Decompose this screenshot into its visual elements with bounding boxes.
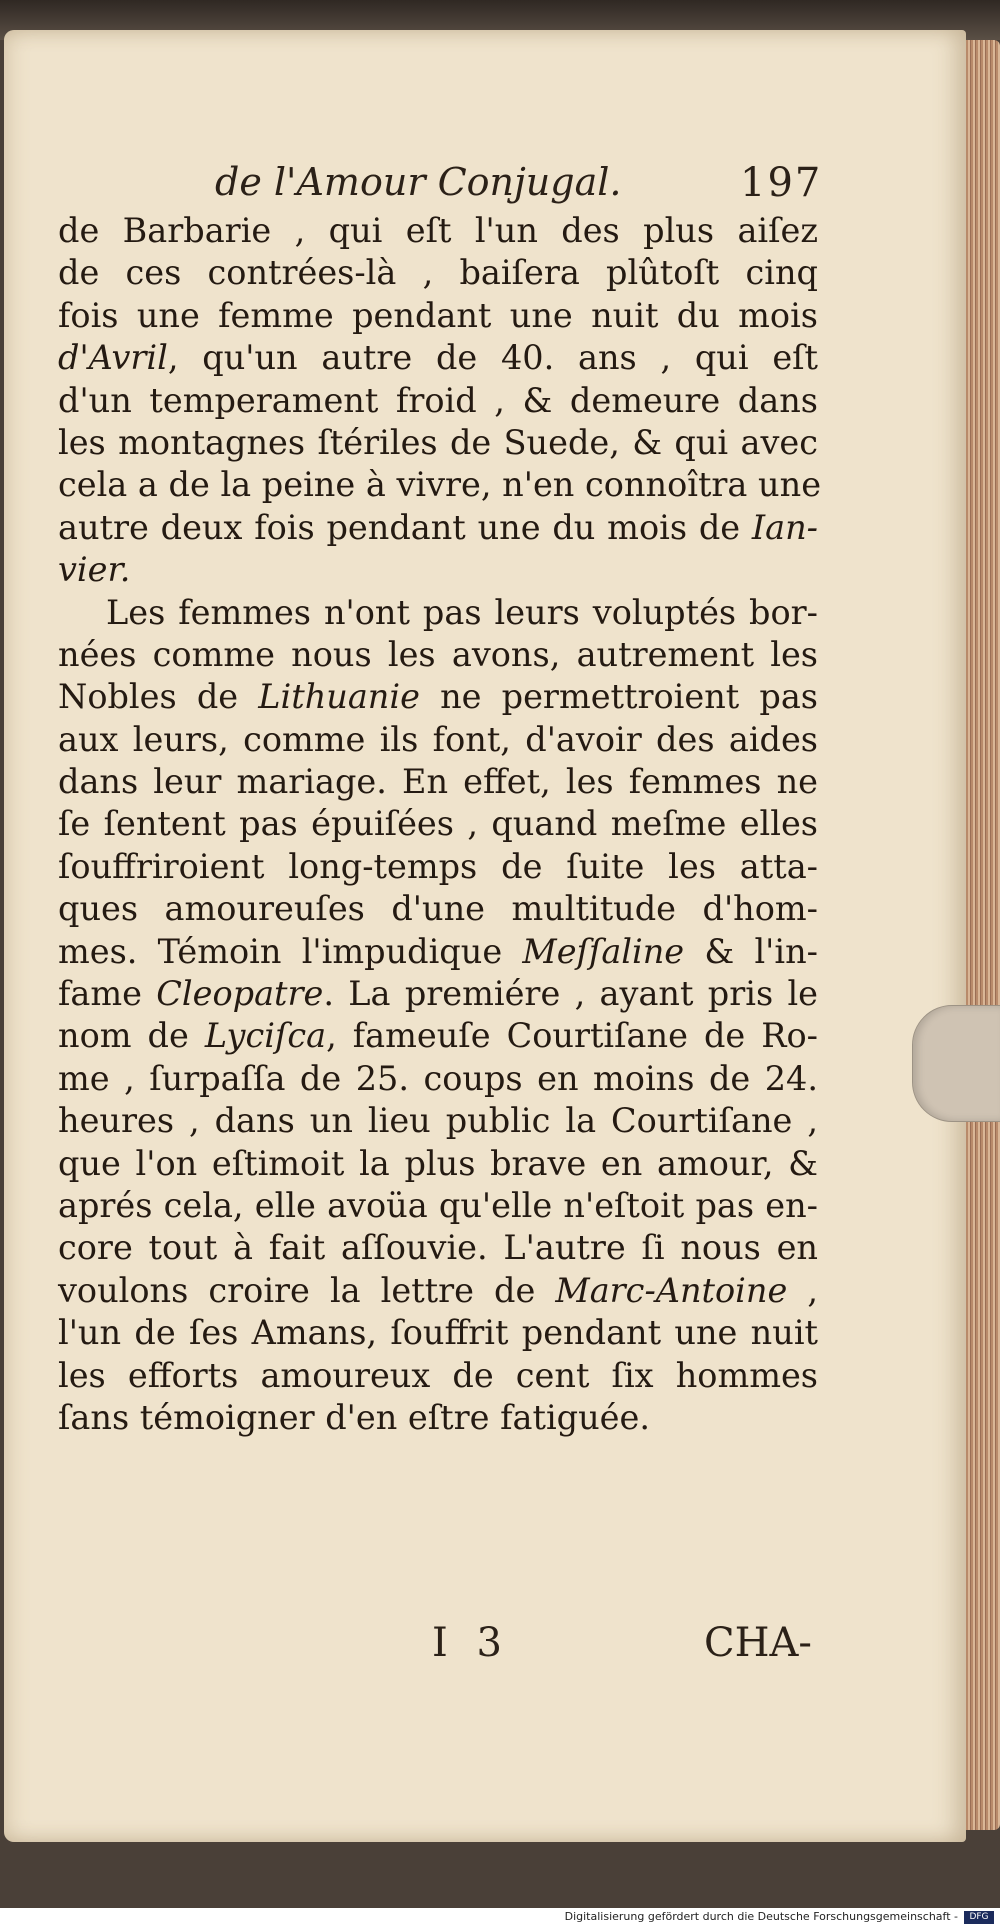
text-line [58, 592, 818, 634]
text-line [58, 719, 818, 761]
page-footer [0, 1620, 960, 1670]
running-head: de l'Amour Conjugal. [215, 160, 622, 204]
text-run: , qu'un autre de 40. ans , qui eſt [167, 338, 818, 378]
text-line [58, 931, 818, 973]
text-run: les efforts amoureux de cent ſix hommes [58, 1355, 818, 1395]
signature-mark: I 3 [432, 1620, 510, 1666]
italic-text: Ian- [751, 507, 818, 547]
text-run: fame [58, 974, 157, 1014]
text-line [58, 1227, 818, 1269]
italic-text: vier. [58, 550, 131, 590]
text-run: ne permettroient pas [419, 677, 818, 717]
text-line [58, 210, 818, 252]
text-run: voulons croire la lettre de [58, 1270, 556, 1310]
text-run: aux leurs, comme ils font, d'avoir des aides [58, 719, 818, 759]
body-text [58, 210, 822, 1439]
text-line [58, 1100, 818, 1142]
text-line [58, 634, 818, 676]
text-run: aprés cela, elle avoüa qu'elle n'eſtoit pas en- [58, 1185, 818, 1225]
text-run: cela a de la peine à vivre, n'en connoîtra une [58, 465, 822, 505]
text-run: core tout à fait aſſouvie. L'autre ſi nous en [58, 1228, 818, 1268]
text-line [58, 1397, 818, 1439]
text-line [58, 803, 818, 845]
text-run: de ces contrées-là , baiſera plûtoſt cinq [58, 253, 818, 293]
text-line [58, 761, 818, 803]
catchword: CHA- [704, 1620, 812, 1666]
text-run: ſouffriroient long-temps de ſuite les atta- [58, 846, 818, 886]
text-run: heures , dans un lieu public la Courtiſane , [58, 1101, 818, 1141]
text-line [58, 507, 818, 549]
text-run: Nobles de [58, 677, 259, 717]
italic-text: Lyciſca [204, 1016, 327, 1056]
page-header [0, 160, 960, 210]
page-edges [966, 40, 1000, 1830]
text-line [58, 252, 818, 294]
text-run: dans leur mariage. En effet, les femmes ne [58, 762, 818, 802]
italic-text: Cleopatre [156, 974, 324, 1014]
text-run: les montagnes ſtériles de Suede, & qui avec [58, 422, 818, 462]
text-line [58, 1143, 818, 1185]
text-line [58, 549, 818, 591]
text-line [58, 888, 818, 930]
text-line [58, 1270, 818, 1312]
text-line [58, 676, 818, 718]
text-run: l'un de ſes Amans, ſouffrit pendant une nuit [58, 1313, 818, 1353]
text-run: d'un temperament froid , & demeure dans [58, 380, 818, 420]
text-line [58, 846, 818, 888]
text-run: Les femmes n'ont pas leurs voluptés bor- [106, 592, 818, 632]
credit-text: Digitalisierung gefördert durch die Deutsche Forschungsgemeinschaft - [564, 1910, 958, 1923]
italic-text: Lithuanie [258, 677, 420, 717]
italic-text: Meſſaline [522, 931, 685, 971]
text-run: & l'in- [684, 931, 818, 971]
text-line [58, 973, 818, 1015]
italic-text: d'Avril [58, 338, 168, 378]
text-line [58, 295, 818, 337]
text-line [58, 1355, 818, 1397]
text-run: ſans témoigner d'en eſtre fatiguée. [58, 1397, 650, 1437]
text-line [58, 1312, 818, 1354]
text-run: de Barbarie , qui eſt l'un des plus aiſez [58, 211, 818, 250]
text-run: , fameuſe Courtiſane de Ro- [326, 1016, 818, 1056]
text-run: que l'on eſtimoit la plus brave en amour, & [58, 1143, 818, 1183]
italic-text: Marc-Antoine [555, 1270, 788, 1310]
dfg-logo: DFG [964, 1911, 994, 1924]
text-run: , [787, 1270, 818, 1310]
text-line [58, 1058, 818, 1100]
text-run: fois une femme pendant une nuit du mois [58, 295, 818, 335]
page-number: 197 [740, 160, 823, 206]
text-line [58, 1185, 818, 1227]
text-run: me , ſurpaſſa de 25. coups en moins de 24. [58, 1058, 818, 1098]
text-line [58, 422, 818, 464]
text-run: . La premiére , ayant pris le [323, 974, 818, 1014]
credit-bar [0, 1908, 1000, 1928]
text-run: ques amoureuſes d'une multitude d'hom- [58, 889, 818, 929]
text-run: nom de [58, 1016, 205, 1056]
text-run: ſe ſentent pas épuiſées , quand meſme elles [58, 804, 818, 844]
text-line [58, 1015, 818, 1057]
text-run: mes. Témoin l'impudique [58, 931, 523, 971]
text-run: nées comme nous les avons, autrement les [58, 634, 818, 674]
text-run: autre deux fois pendant une du mois de [58, 507, 752, 547]
text-line [58, 380, 818, 422]
text-line [58, 464, 822, 506]
text-line [58, 337, 818, 379]
book-clasp [912, 1005, 1000, 1122]
